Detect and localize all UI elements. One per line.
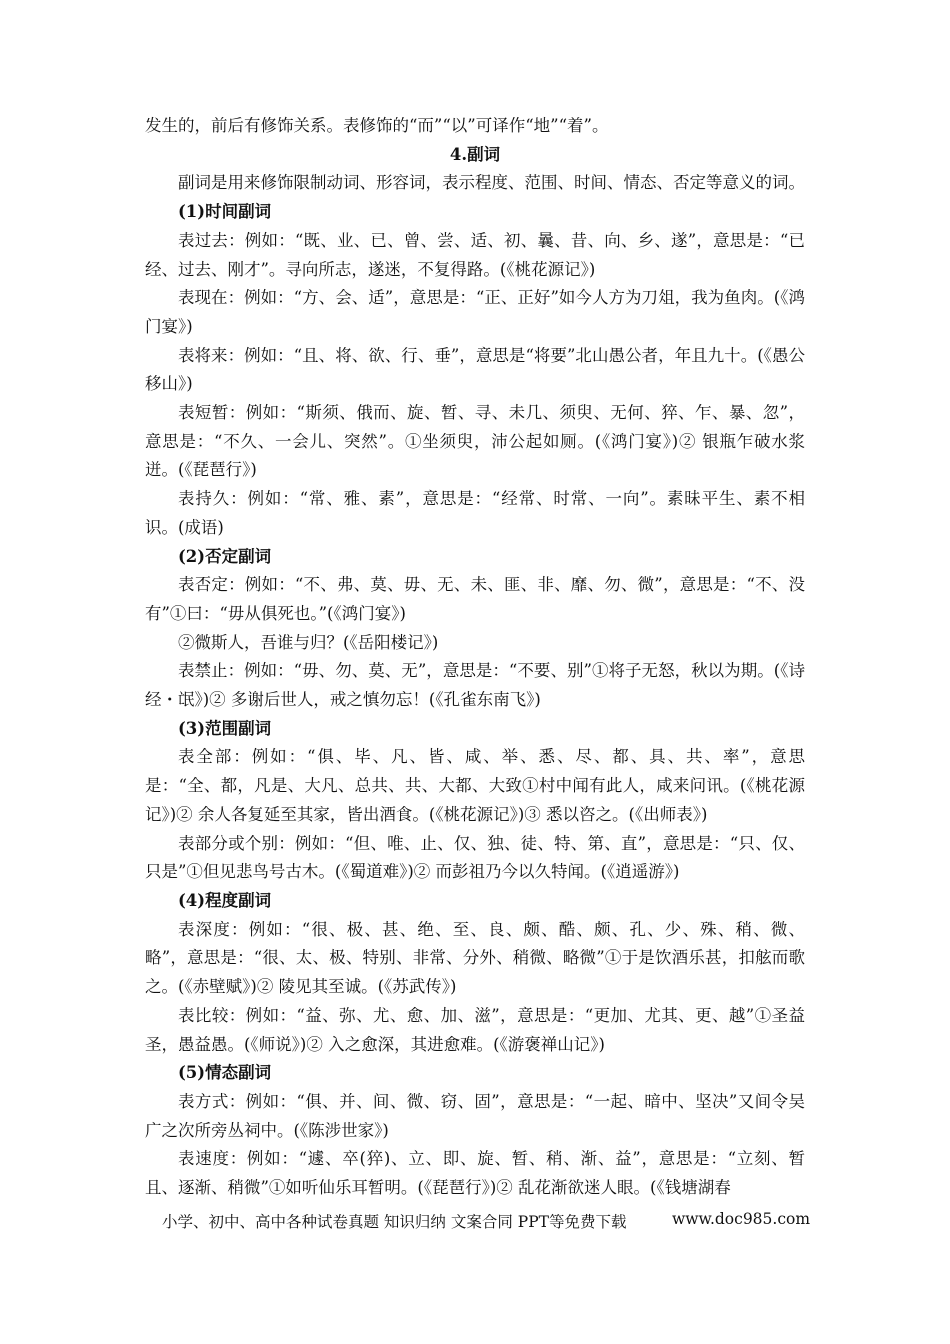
section-heading: (4)程度副词 bbox=[178, 890, 272, 910]
paragraph: 表过去：例如：“既、业、已、曾、尝、适、初、曩、昔、向、乡、遂”，意思是：“已经、过去、刚才”。寻向所志，遂迷，不复得路。(《桃花源记》) bbox=[145, 230, 805, 279]
paragraph: 表比较：例如：“益、弥、尤、愈、加、滋”，意思是：“更加、尤其、更、越”①圣益圣，愚益愚。(《师说》)② 入之愈深，其进愈难。(《游褒禅山记》) bbox=[145, 1005, 805, 1054]
section-heading: (3)范围副词 bbox=[178, 718, 272, 738]
page-footer bbox=[162, 1210, 811, 1232]
paragraph: 表速度：例如：“遽、卒(猝)、立、即、旋、暂、稍、渐、益”，意思是：“立刻、暂且、逐渐、稍微”①如听仙乐耳暂明。(《琵琶行》)② 乱花渐欲迷人眼。(《钱塘湖春 bbox=[145, 1149, 805, 1198]
section-heading: 4.副词 bbox=[449, 144, 501, 164]
footer-url[interactable]: www.doc985.com bbox=[672, 1210, 811, 1228]
paragraph: 表全部：例如：“俱、毕、凡、皆、咸、举、悉、尽、都、具、共、率”，意思是：“全、都，凡是、大凡、总共、共、大都、大致①村中闻有此人，咸来问讯。(《桃花源记》)② 余人各复延至其家，皆出酒食。(《桃花源记》)③ 悉以咨之。(《出师表》) bbox=[145, 747, 805, 824]
paragraph: 表部分或个别：例如：“但、唯、止、仅、独、徒、特、第、直”，意思是：“只、仅、只是”①但见悲鸟号古木。(《蜀道难》)② 而彭祖乃今以久特闻。(《逍遥游》) bbox=[145, 833, 805, 882]
paragraph: 表持久：例如：“常、雅、素”，意思是：“经常、时常、一向”。素昧平生、素不相识。(成语) bbox=[145, 489, 805, 537]
paragraph: 表方式：例如：“俱、并、间、微、窃、固”，意思是：“一起、暗中、坚决”又间令吴广之次所旁丛祠中。(《陈涉世家》) bbox=[145, 1091, 805, 1140]
paragraph: 表深度：例如：“很、极、甚、绝、至、良、颇、酷、颇、孔、少、殊、稍、微、略”，意思是：“很、太、极、特别、非常、分外、稍微、略微”①于是饮酒乐甚，扣舷而歌之。(《赤壁赋》)② 陵见其至诚。(《苏武传》) bbox=[145, 919, 805, 997]
paragraph: 表禁止：例如：“毋、勿、莫、无”，意思是：“不要、别”①将子无怒，秋以为期。(《诗经・氓》)② 多谢后世人，戒之慎勿忘！(《孔雀东南飞》) bbox=[145, 661, 805, 710]
section-heading: (2)否定副词 bbox=[178, 546, 272, 566]
section-heading: (5)情态副词 bbox=[178, 1063, 272, 1083]
paragraph: 发生的，前后有修饰关系。表修饰的“而”“以”可译作“地”“着”。 bbox=[145, 116, 609, 135]
paragraph: 表将来：例如：“且、将、欲、行、垂”，意思是“将要”北山愚公者，年且九十。(《愚公移山》) bbox=[145, 345, 805, 394]
paragraph: 表短暂：例如：“斯须、俄而、旋、暂、寻、未几、须臾、无何、猝、乍、暴、忽”，意思是：“不久、一会儿、突然”。①坐须臾，沛公起如厕。(《鸿门宴》)② 银瓶乍破水浆迸。(《琵琶行》) bbox=[145, 403, 805, 480]
paragraph: ②微斯人，吾谁与归？(《岳阳楼记》) bbox=[178, 632, 439, 652]
paragraph: 副词是用来修饰限制动词、形容词，表示程度、范围、时间、情态、否定等意义的词。 bbox=[178, 173, 805, 193]
section-heading: (1)时间副词 bbox=[178, 202, 272, 222]
document-body bbox=[145, 112, 805, 1203]
paragraph: 表现在：例如：“方、会、适”，意思是：“正、正好”如今人方为刀俎，我为鱼肉。(《鸿门宴》) bbox=[145, 288, 805, 336]
footer-text: 小学、初中、高中各种试卷真题 知识归纳 文案合同 PPT等免费下载 bbox=[162, 1213, 627, 1231]
paragraph: 表否定：例如：“不、弗、莫、毋、无、未、匪、非、靡、勿、微”，意思是：“不、没有”①曰：“毋从俱死也。”(《鸿门宴》) bbox=[145, 575, 805, 623]
